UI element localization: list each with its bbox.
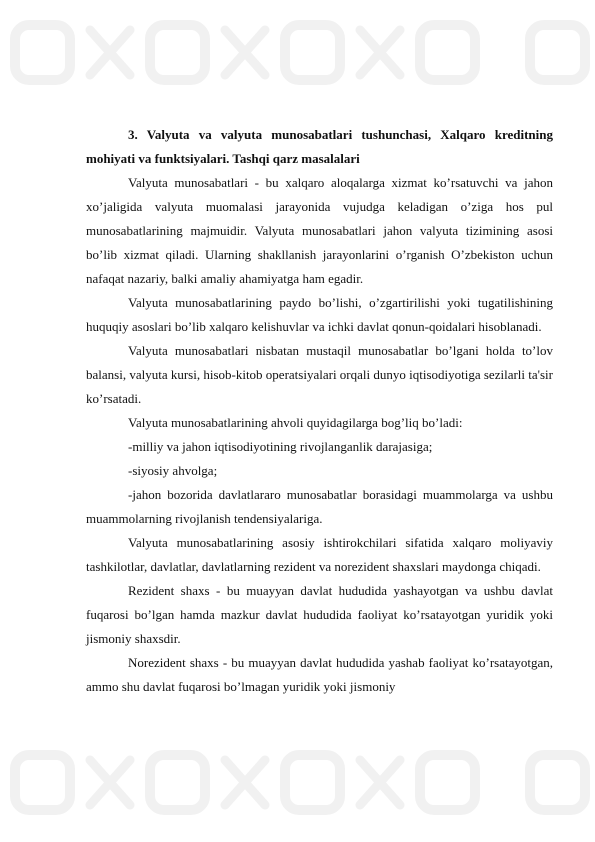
- paragraph: Valyuta munosabatlarining asosiy ishtirokchilari sifatida xalqaro moliyaviy tashkilotlar, davlatlar, davlatlarning rezident va norezident shaxslari maydonga chiqadi.: [86, 535, 553, 574]
- paragraph: Rezident shaxs - bu muayyan davlat hududida yashayotgan va ushbu davlat fuqarosi bo’lgan hamda mazkur davlat hududida faoliyat ko’rsatayotgan yuridik yoki jismoniy shaxsdir.: [86, 583, 553, 646]
- list-item: -milliy va jahon iqtisodiyotining rivojlanganlik darajasiga;: [128, 439, 433, 454]
- paragraph: Valyuta munosabatlari nisbatan mustaqil munosabatlar bo’lgani holda to’lov balansi, valyuta kursi, hisob-kitob operatsiyalari orqali dunyo iqtisodiyotiga sezilarli ta'sir ko’rsatadi.: [86, 343, 553, 406]
- paragraph: Norezident shaxs - bu muayyan davlat hududida yashab faoliyat ko’rsatayotgan, ammo shu davlat fuqarosi bo’lmagan yuridik yoki jismoniy: [86, 655, 553, 694]
- list-item: -siyosiy ahvolga;: [128, 463, 218, 478]
- paragraph: Valyuta munosabatlari - bu xalqaro aloqalarga xizmat ko’rsatuvchi va jahon xo’jaligida valyuta muomalasi jarayonida vujudga keladigan o’ziga hos pul munosabatlarining majmuidir. Valyuta munosabatlari jahon valyuta tizimining asosi bo’lib xizmat qiladi. Ularning shakllanish jarayonlarini o’rganish O’zbekiston uchun nafaqat nazariy, balki amaliy ahamiyatga ham egadir.: [86, 175, 553, 286]
- paragraph: Valyuta munosabatlarining ahvoli quyidagilarga bog’liq bo’ladi:: [128, 415, 463, 430]
- document-body: [86, 123, 553, 699]
- paragraph: Valyuta munosabatlarining paydo bo’lishi, o’zgartirilishi yoki tugatilishining huquqiy asoslari bo’lib xalqaro kelishuvlar va ichki davlat qonun-qoidalari hisoblanadi.: [86, 295, 553, 334]
- section-heading: 3. Valyuta va valyuta munosabatlari tushunchasi, Xalqaro kreditning mohiyati va funktsiyalari. Tashqi qarz masalalari: [86, 127, 553, 166]
- list-item: -jahon bozorida davlatlararo munosabatlar borasidagi muammolarga va ushbu muammolarning rivojlanish tendensiyalariga.: [86, 487, 553, 526]
